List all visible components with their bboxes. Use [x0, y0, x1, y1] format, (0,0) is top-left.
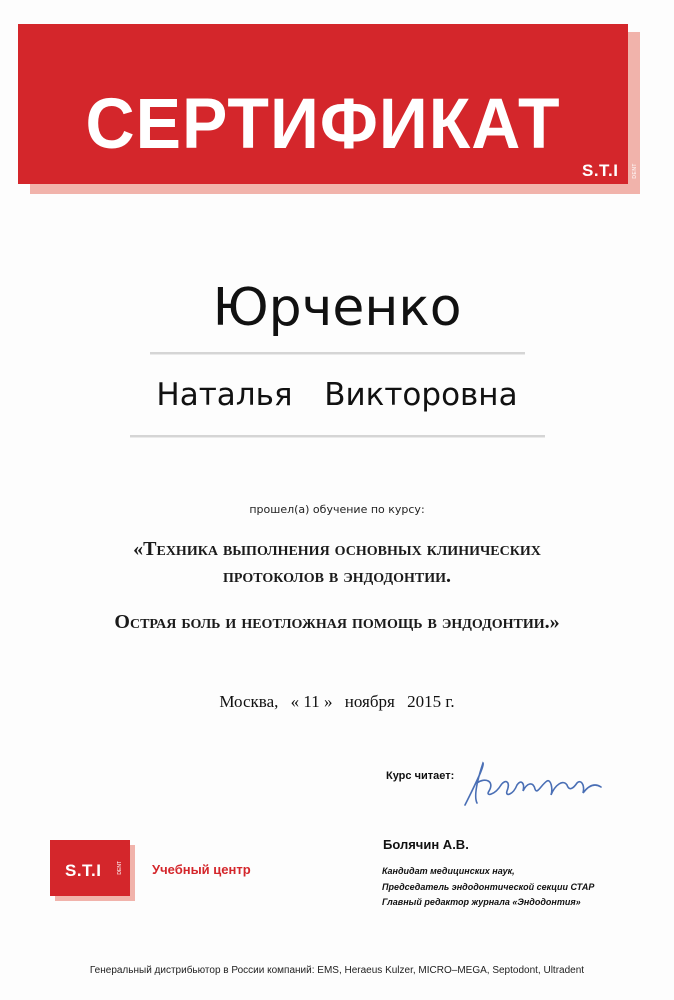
training-center-logo-small: DENT	[117, 861, 123, 875]
divider-line	[150, 352, 525, 354]
sti-brand-small: DENT	[632, 163, 638, 179]
city: Москва,	[219, 692, 279, 711]
divider-line	[130, 435, 545, 437]
training-center-logo	[50, 840, 130, 896]
recipient-given-names: Наталья Викторовна	[156, 377, 518, 413]
date-day: « 11 »	[290, 692, 333, 711]
course-title-line: протоколов в эндодонтии.	[222, 565, 452, 587]
signature-image	[455, 755, 615, 815]
certificate-title: СЕРТИФИКАТ	[85, 84, 561, 164]
course-title-line: «Техника выполнения основных клинических	[133, 538, 541, 560]
sti-brand-text: S.T.I	[582, 161, 619, 180]
date-year: 2015 г.	[407, 692, 455, 711]
place-and-date	[0, 692, 674, 712]
date-month: ноября	[344, 692, 395, 711]
lecturer-name: Болячин А.В.	[383, 837, 469, 852]
training-center-logo-text: S.T.I	[65, 861, 102, 880]
course-title-line: Острая боль и неотложная помощь в эндодонтии.»	[114, 611, 560, 633]
footer-distributors: Генеральный дистрибьютор в России компаний: EMS, Heraeus Kulzer, MICRO–MEGA, Septodont, Ultradent	[89, 965, 585, 976]
lecturer-title-line: Председатель эндодонтической секции СТАР	[382, 882, 595, 892]
course-intro: прошел(а) обучение по курсу:	[249, 503, 425, 516]
lecturer-title-line: Главный редактор журнала «Эндодонтия»	[382, 897, 581, 907]
recipient-surname: Юрченко	[212, 278, 462, 338]
training-center-label: Учебный центр	[152, 862, 251, 877]
lecturer-title-line: Кандидат медицинских наук,	[382, 866, 515, 876]
header-banner	[18, 24, 638, 184]
sti-brand-logo	[582, 161, 638, 180]
lecturer-label: Курс читает:	[386, 770, 455, 782]
